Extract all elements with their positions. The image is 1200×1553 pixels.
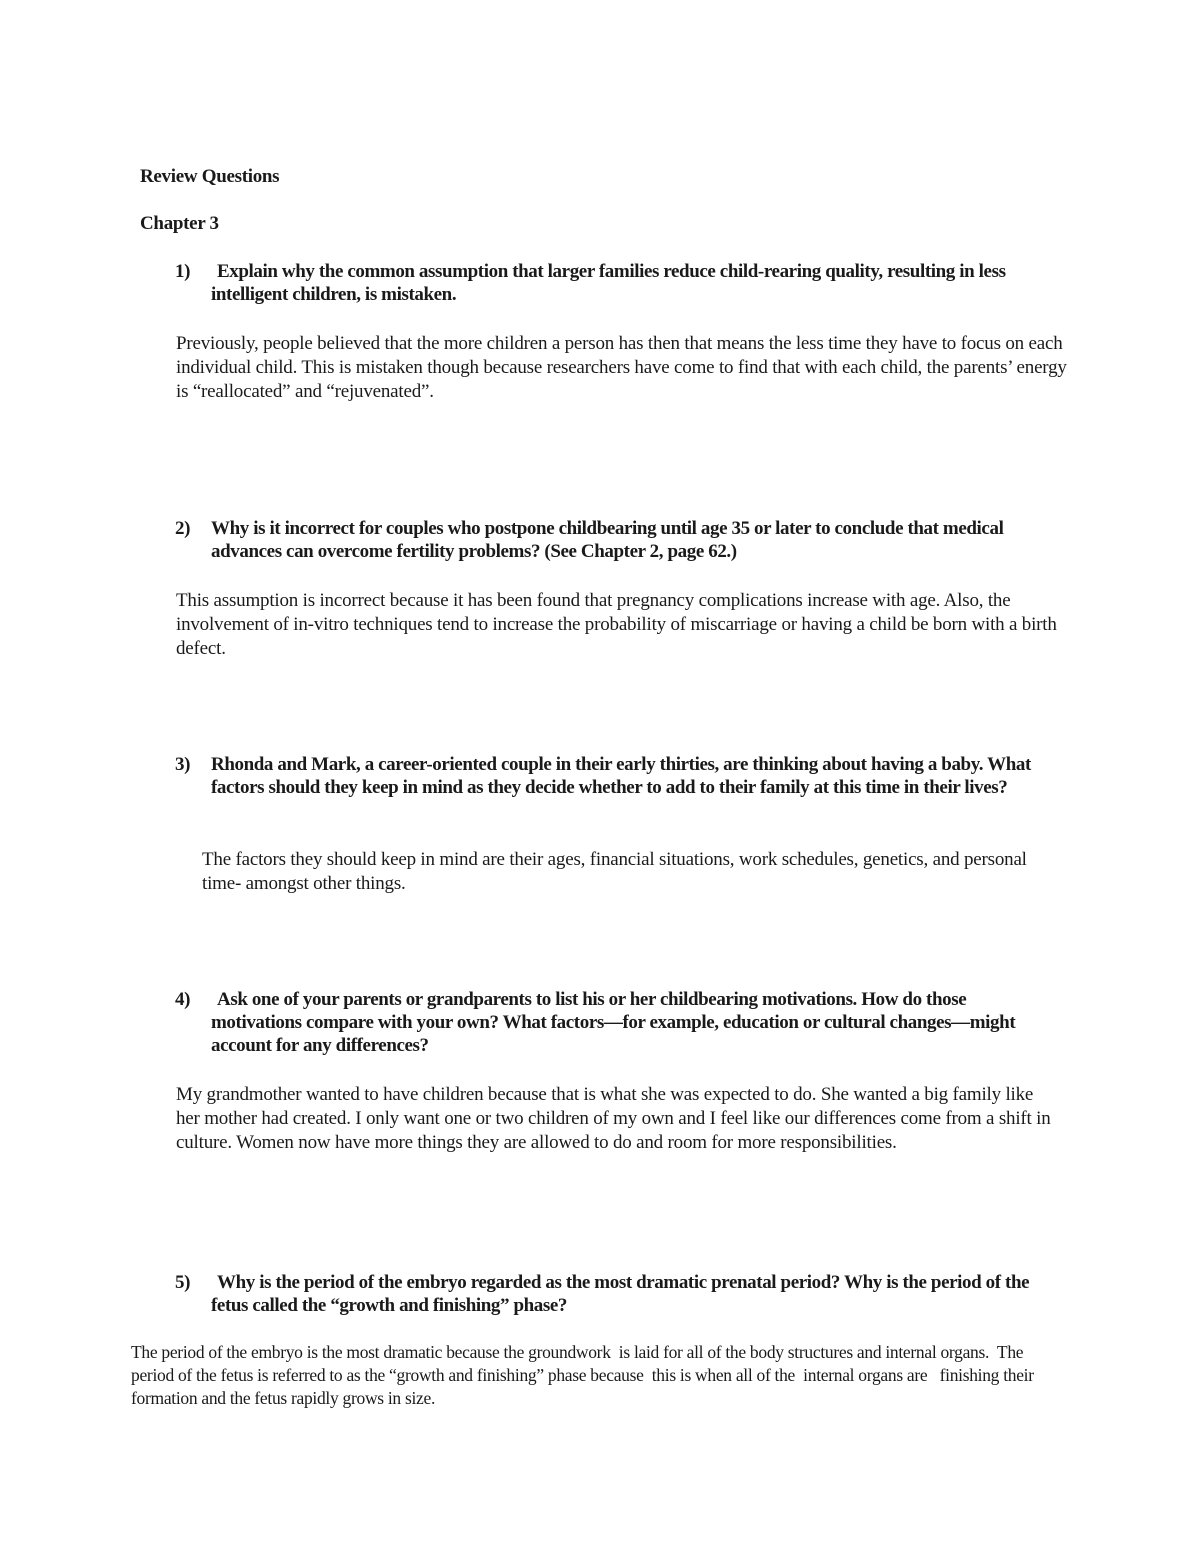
question-number: 2) — [175, 518, 191, 539]
question-number: 1) — [175, 261, 191, 282]
question-number: 4) — [175, 989, 191, 1010]
question-text: Explain why the common assumption that larger families reduce child-rearing quality, resulting in less intelligent children, is mistaken. — [211, 261, 1006, 305]
answer-3: The factors they should keep in mind are their ages, financial situations, work schedules, genetics, and personal time- amongst other things. — [202, 849, 1027, 894]
document-title: Review Questions — [140, 166, 280, 187]
answer-5: The period of the embryo is the most dramatic because the groundwork is laid for all of the body structures and internal organs. The period of the fetus is referred to as the “growth and finishing” phase because this is when all of the internal organs are finishing their formation and the fetus rapidly grows in size. — [131, 1342, 1038, 1408]
answer-4: My grandmother wanted to have children because that is what she was expected to do. She wanted a big family like her mother had created. I only want one or two children of my own and I feel like our differences come from a shift in culture. Women now have more things they are allowed to do and room for more responsibilities. — [176, 1084, 1051, 1153]
question-2 — [175, 517, 1055, 563]
question-text: Ask one of your parents or grandparents to list his or her childbearing motivations. How do those motivations compare with your own? What factors—for example, education or cultural changes—might account for any differences? — [211, 989, 1016, 1056]
question-number: 3) — [175, 754, 191, 775]
question-text: Why is the period of the embryo regarded as the most dramatic prenatal period? Why is the period of the fetus called the “growth and finishing” phase? — [211, 1272, 1030, 1316]
question-4 — [175, 988, 1055, 1057]
question-3 — [175, 753, 1055, 799]
question-1 — [175, 260, 1055, 306]
question-text: Why is it incorrect for couples who postpone childbearing until age 35 or later to conclude that medical advances can overcome fertility problems? (See Chapter 2, page 62.) — [211, 518, 1004, 562]
answer-1: Previously, people believed that the more children a person has then that means the less time they have to focus on each individual child. This is mistaken though because researchers have come to find that with each child, the parents’ energy is “reallocated” and “rejuvenated”. — [176, 333, 1067, 402]
answer-2: This assumption is incorrect because it has been found that pregnancy complications increase with age. Also, the involvement of in-vitro techniques tend to increase the probability of miscarriage or having a child be born with a birth defect. — [176, 590, 1057, 659]
question-number: 5) — [175, 1272, 191, 1293]
question-5 — [175, 1271, 1055, 1317]
question-text: Rhonda and Mark, a career-oriented couple in their early thirties, are thinking about having a baby. What factors should they keep in mind as they decide whether to add to their family at this time in their lives? — [211, 754, 1031, 798]
chapter-heading: Chapter 3 — [140, 213, 219, 234]
